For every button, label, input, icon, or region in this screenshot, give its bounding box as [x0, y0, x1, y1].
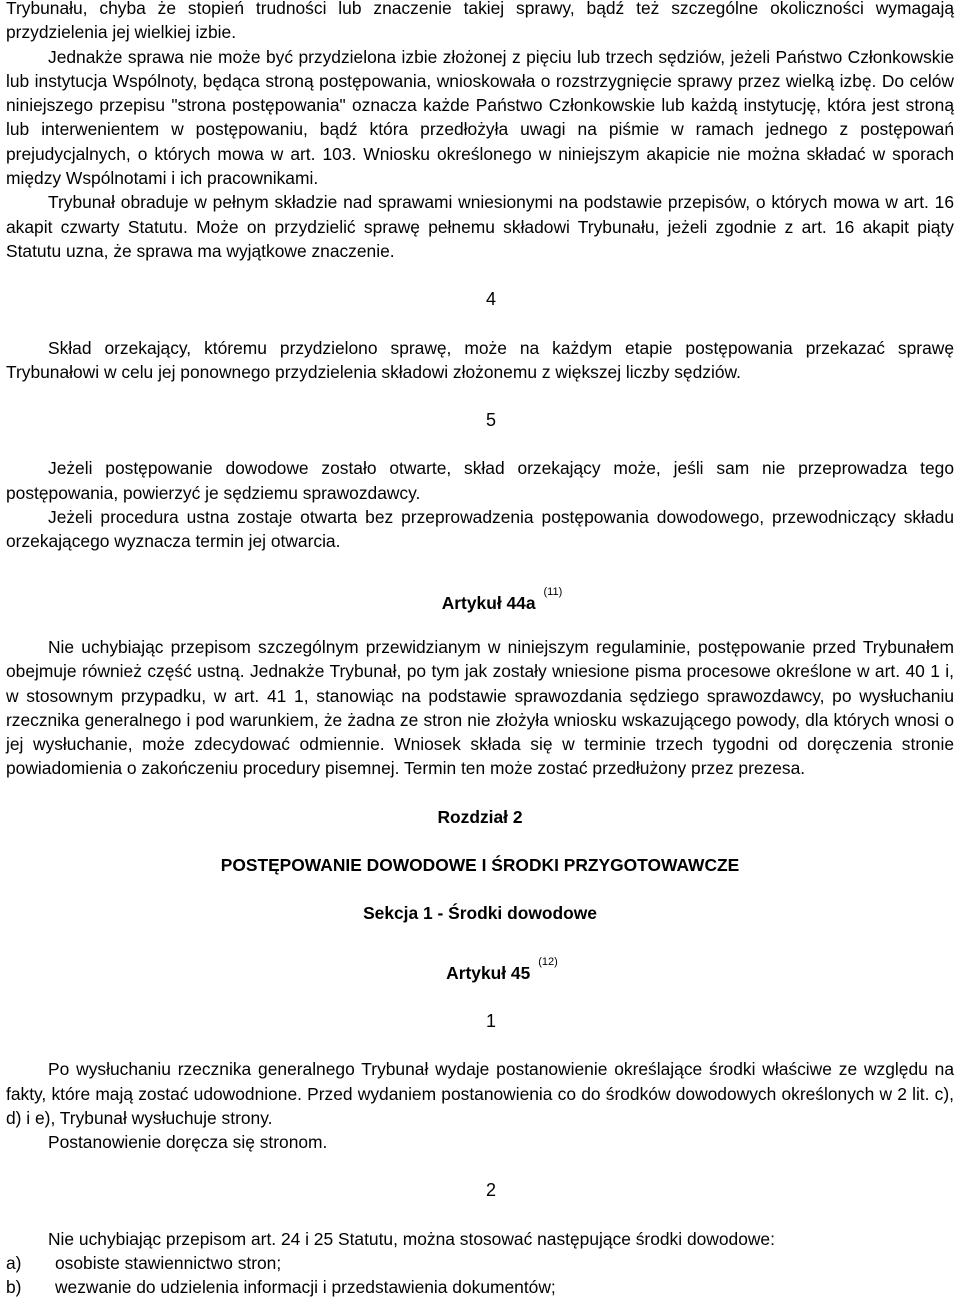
section-marker-5 — [6, 408, 954, 432]
list-text: wezwanie do udzielenia informacji i przedstawienia dokumentów; — [55, 1277, 556, 1298]
section-number: 4 — [485, 289, 496, 310]
footnote-ref: (12) — [538, 955, 558, 968]
section-title: Sekcja 1 - Środki dowodowe — [363, 903, 597, 924]
article-title: Artykuł 45 — [446, 962, 531, 983]
article-45-heading — [6, 950, 954, 985]
paragraph-1: Trybunału, chyba że stopień trudności lub znaczenie takiej sprawy, bądź też szczególne okoliczności wymagają przydzielenia jej wielkiej izbie. — [6, 0, 954, 43]
section-marker-4 — [6, 287, 954, 311]
chapter-title: POSTĘPOWANIE DOWODOWE I ŚRODKI PRZYGOTOWAWCZE — [220, 855, 740, 876]
list-letter: b) — [6, 1277, 22, 1298]
section-marker-2 — [6, 1178, 954, 1202]
section-number: 5 — [485, 410, 496, 431]
list-item — [6, 1251, 954, 1275]
paragraph-5: Jeżeli postępowanie dowodowe zostało otwarte, skład orzekający może, jeśli sam nie przeprowadza tego postępowania, powierzyć je sędziemu sprawozdawcy. — [6, 458, 954, 503]
paragraph-3: Trybunał obraduje w pełnym składzie nad sprawami wniesionymi na podstawie przepisów, o których mowa w art. 16 akapit czwarty Statutu. Może on przydzielić sprawę pełnemu składowi Trybunału, jeżeli zgodnie z art. 16 akapit piąty Statutu uzna, że sprawa ma wyjątkowe znaczenie. — [6, 192, 954, 261]
paragraph-10: Nie uchybiając przepisom art. 24 i 25 Statutu, można stosować następujące środki dowodowe: — [48, 1228, 775, 1249]
footnote-ref: (11) — [543, 585, 563, 598]
paragraph-6: Jeżeli procedura ustna zostaje otwarta bez przeprowadzenia postępowania dowodowego, przewodniczący składu orzekającego wyznacza termin jej otwarcia. — [6, 507, 954, 552]
list-item — [6, 1275, 954, 1299]
list-text: osobiste stawiennictwo stron; — [55, 1252, 282, 1273]
article-title: Artykuł 44a — [441, 592, 536, 613]
section-marker-1 — [6, 1009, 954, 1033]
chapter-heading: Rozdział 2 — [437, 806, 523, 827]
paragraph-8: Po wysłuchaniu rzecznika generalnego Trybunał wydaje postanowienie określające środki właściwe ze względu na fakty, które mają zostać udowodnione. Przed wydaniem postanowienia co do środków dowodowych określonych w 2 lit. c), d) i e), Trybunał wysłuchuje strony. — [6, 1059, 954, 1128]
paragraph-2: Jednakże sprawa nie może być przydzielona izbie złożonej z pięciu lub trzech sędziów, jeżeli Państwo Członkowskie lub instytucja Wspólnoty, będąca stroną postępowania, wnioskowała o rozstrzygnięcie sprawy przez wielką izbę. Do celów niniejszego przepisu "strona postępowania" oznacza każde Państwo Członkowskie lub każdą instytucję, która jest stroną lub interwenientem w postępowaniu, bądź która przedłożyła uwagi na piśmie w ramach jednego z postępowań prejudycjalnych, o których mowa w art. 103. Wniosku określonego w niniejszym akapicie nie można składać w sporach między Wspólnotami i ich pracownikami. — [6, 46, 954, 189]
paragraph-9: Postanowienie doręcza się stronom. — [48, 1132, 328, 1153]
section-number: 2 — [485, 1180, 496, 1201]
list-letter: a) — [6, 1252, 22, 1273]
paragraph-4: Skład orzekający, któremu przydzielono sprawę, może na każdym etapie postępowania przekazać sprawę Trybunałowi w celu jej ponownego przydzielenia składowi złożonemu z większej liczby sędziów. — [6, 337, 954, 382]
section-number: 1 — [485, 1010, 496, 1031]
paragraph-7: Nie uchybiając przepisom szczególnym przewidzianym w niniejszym regulaminie, postępowanie przed Trybunałem obejmuje również część ustną. Jednakże Trybunał, po tym jak zostały wniesione pisma procesowe określone w art. 40 1 i, w stosownym przypadku, w art. 41 1, stanowiąc na podstawie sprawozdania sędziego sprawozdawcy, po wysłuchaniu rzecznika generalnego i pod warunkiem, że żadna ze stron nie złożyła wniosku wskazującego powody, dla których wnosi o jej wysłuchanie, może zdecydować odmiennie. Wniosek składa się w terminie trzech tygodni od doręczenia stronie powiadomienia o zakończeniu procedury pisemnej. Termin ten może zostać przedłużony przez prezesa. — [6, 636, 954, 779]
article-44a-heading — [6, 580, 954, 615]
